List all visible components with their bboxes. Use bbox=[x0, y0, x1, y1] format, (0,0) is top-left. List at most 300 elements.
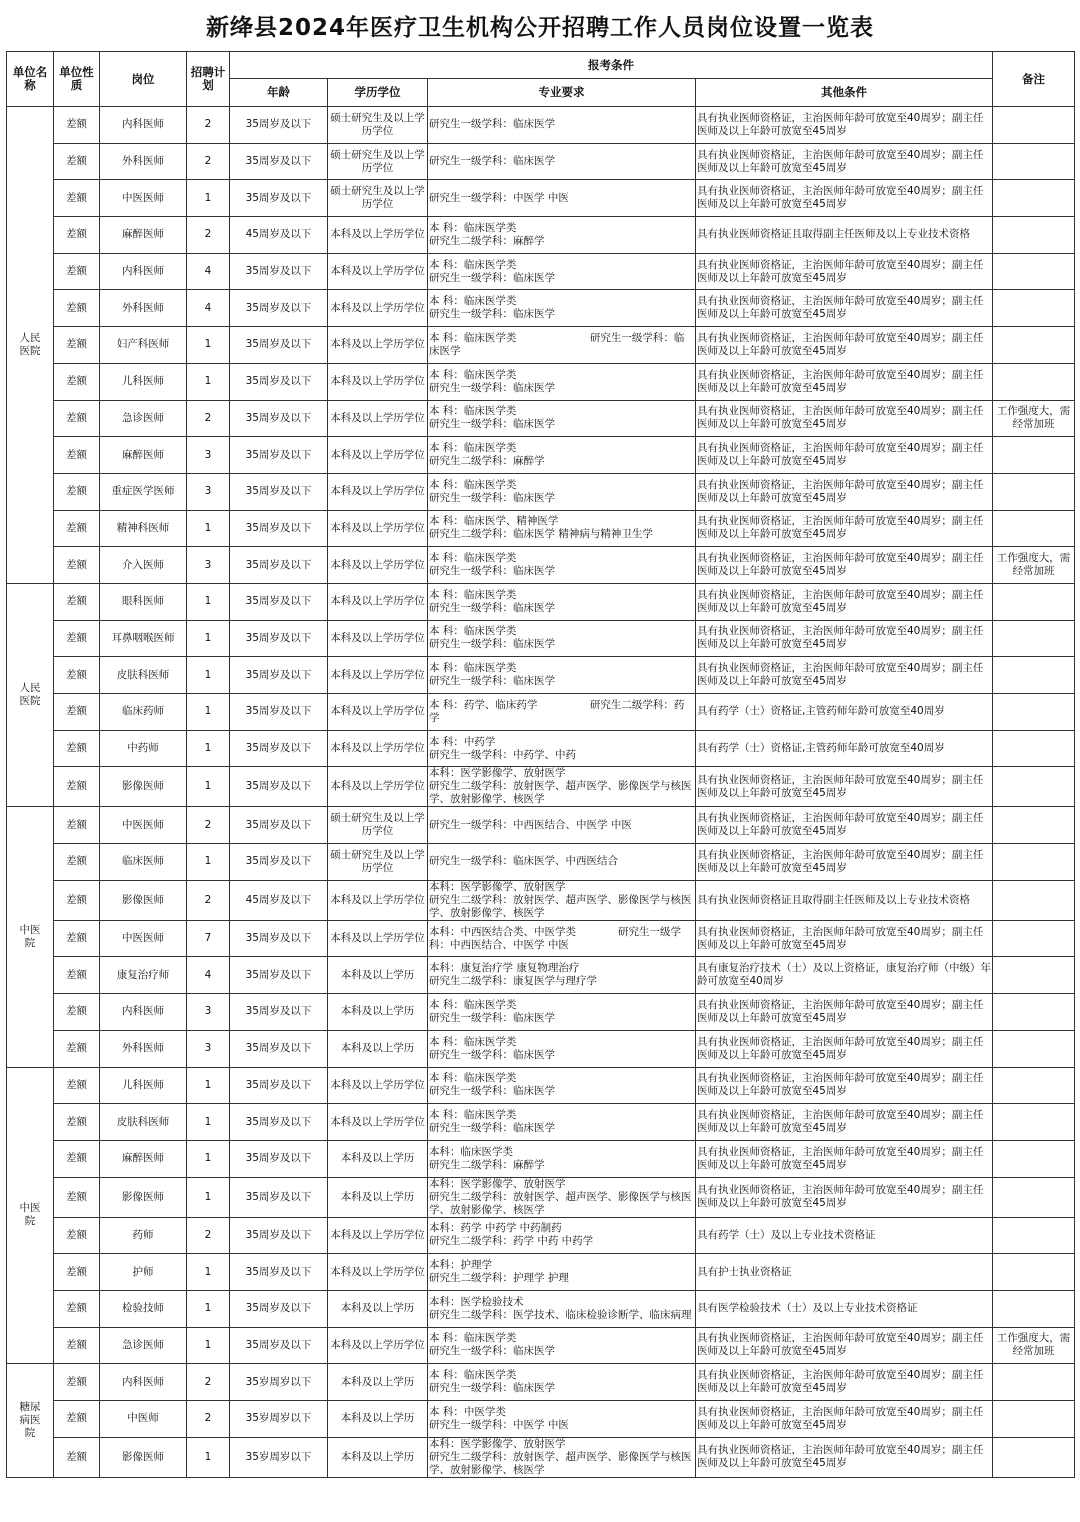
table-row bbox=[7, 1217, 1075, 1254]
unit-type-cell: 差额 bbox=[54, 730, 100, 767]
table-row bbox=[7, 1067, 1075, 1104]
table-row bbox=[7, 180, 1075, 217]
position-cell: 影像医师 bbox=[100, 1177, 187, 1217]
other-cell: 具有执业医师资格证，主治医师年龄可放宽至40周岁；副主任医师及以上年龄可放宽至45周岁 bbox=[696, 437, 993, 474]
other-cell: 具有执业医师资格证，主治医师年龄可放宽至40周岁；副主任医师及以上年龄可放宽至45周岁 bbox=[696, 620, 993, 657]
education-cell: 本科及以上学历 bbox=[328, 957, 428, 994]
unit-type-cell: 差额 bbox=[54, 657, 100, 694]
unit-type-cell: 差额 bbox=[54, 1140, 100, 1177]
position-cell: 影像医师 bbox=[100, 767, 187, 807]
major-cell: 本 科：临床医学类 研究生一级学科：临床医学 bbox=[428, 290, 696, 327]
major-cell: 本 科：临床医学类 研究生一级学科：临床医学 bbox=[428, 547, 696, 584]
plan-cell: 2 bbox=[187, 143, 230, 180]
major-cell: 本科：医学影像学、放射医学 研究生二级学科：放射医学、超声医学、影像医学与核医学、放射影像学、核医学 bbox=[428, 1177, 696, 1217]
note-cell bbox=[993, 880, 1075, 920]
major-cell: 本 科：临床医学类 研究生一级学科：临床医学 bbox=[428, 1364, 696, 1401]
table-row bbox=[7, 253, 1075, 290]
position-cell: 儿科医师 bbox=[100, 363, 187, 400]
plan-cell: 2 bbox=[187, 807, 230, 844]
education-cell: 硕士研究生及以上学历学位 bbox=[328, 143, 428, 180]
position-cell: 妇产科医师 bbox=[100, 327, 187, 364]
note-cell bbox=[993, 994, 1075, 1031]
position-cell: 内科医师 bbox=[100, 107, 187, 144]
education-cell: 本科及以上学历学位 bbox=[328, 1217, 428, 1254]
note-cell bbox=[993, 583, 1075, 620]
unit-type-cell: 差额 bbox=[54, 547, 100, 584]
position-cell: 中药师 bbox=[100, 730, 187, 767]
position-cell: 急诊医师 bbox=[100, 1327, 187, 1364]
table-row bbox=[7, 1437, 1075, 1477]
other-cell: 具有执业医师资格证，主治医师年龄可放宽至40周岁；副主任医师及以上年龄可放宽至45周岁 bbox=[696, 994, 993, 1031]
plan-cell: 1 bbox=[187, 844, 230, 881]
table-row bbox=[7, 400, 1075, 437]
note-cell bbox=[993, 1437, 1075, 1477]
major-cell: 本 科：临床医学类 研究生一级学科：临床医学 bbox=[428, 253, 696, 290]
education-cell: 硕士研究生及以上学历学位 bbox=[328, 107, 428, 144]
major-cell: 本科：医学影像学、放射医学 研究生二级学科：放射医学、超声医学、影像医学与核医学、放射影像学、核医学 bbox=[428, 767, 696, 807]
plan-cell: 1 bbox=[187, 1290, 230, 1327]
note-cell bbox=[993, 363, 1075, 400]
unit-name-cell bbox=[7, 583, 54, 806]
unit-type-cell: 差额 bbox=[54, 844, 100, 881]
major-cell: 本 科：临床医学类 研究生一级学科：临床医学 bbox=[428, 1067, 696, 1104]
note-cell bbox=[993, 957, 1075, 994]
position-cell: 眼科医师 bbox=[100, 583, 187, 620]
plan-cell: 1 bbox=[187, 1177, 230, 1217]
unit-type-cell: 差额 bbox=[54, 473, 100, 510]
note-cell bbox=[993, 107, 1075, 144]
unit-name-text: 中医院 bbox=[19, 1202, 41, 1228]
position-cell: 皮肤科医师 bbox=[100, 657, 187, 694]
note-cell bbox=[993, 730, 1075, 767]
note-cell bbox=[993, 1290, 1075, 1327]
age-cell: 35周岁及以下 bbox=[230, 583, 328, 620]
major-cell: 本 科：临床医学、精神医学 研究生二级学科：临床医学 精神病与精神卫生学 bbox=[428, 510, 696, 547]
note-cell bbox=[993, 620, 1075, 657]
education-cell: 本科及以上学历 bbox=[328, 994, 428, 1031]
education-cell: 本科及以上学历学位 bbox=[328, 620, 428, 657]
other-cell: 具有执业医师资格证，主治医师年龄可放宽至40周岁；副主任医师及以上年龄可放宽至45周岁 bbox=[696, 844, 993, 881]
plan-cell: 1 bbox=[187, 1067, 230, 1104]
major-cell: 本 科：临床医学类 研究生一级学科：临床医学 bbox=[428, 1030, 696, 1067]
plan-cell: 3 bbox=[187, 994, 230, 1031]
header-plan: 招聘计划 bbox=[187, 52, 230, 107]
other-cell: 具有执业医师资格证，主治医师年龄可放宽至40周岁；副主任医师及以上年龄可放宽至45周岁 bbox=[696, 1140, 993, 1177]
unit-name-text: 人民医院 bbox=[19, 331, 41, 357]
unit-type-cell: 差额 bbox=[54, 1327, 100, 1364]
other-cell: 具有药学（士）资格证,主管药师年龄可放宽至40周岁 bbox=[696, 694, 993, 731]
other-cell: 具有执业医师资格证，主治医师年龄可放宽至40周岁；副主任医师及以上年龄可放宽至45周岁 bbox=[696, 547, 993, 584]
age-cell: 45周岁及以下 bbox=[230, 217, 328, 254]
education-cell: 本科及以上学历学位 bbox=[328, 1254, 428, 1291]
education-cell: 本科及以上学历学位 bbox=[328, 767, 428, 807]
major-cell: 本科：医学影像学、放射医学 研究生二级学科：放射医学、超声医学、影像医学与核医学、放射影像学、核医学 bbox=[428, 880, 696, 920]
note-cell bbox=[993, 1364, 1075, 1401]
header-unit-type: 单位性质 bbox=[54, 52, 100, 107]
unit-type-cell: 差额 bbox=[54, 767, 100, 807]
table-row bbox=[7, 694, 1075, 731]
note-cell: 工作强度大，需经常加班 bbox=[993, 547, 1075, 584]
plan-cell: 3 bbox=[187, 437, 230, 474]
table-row bbox=[7, 437, 1075, 474]
note-cell bbox=[993, 327, 1075, 364]
unit-type-cell: 差额 bbox=[54, 994, 100, 1031]
note-cell bbox=[993, 1254, 1075, 1291]
education-cell: 本科及以上学历学位 bbox=[328, 1104, 428, 1141]
header-conditions: 报考条件 bbox=[230, 52, 993, 79]
note-cell bbox=[993, 767, 1075, 807]
note-cell bbox=[993, 253, 1075, 290]
unit-type-cell: 差额 bbox=[54, 1104, 100, 1141]
header-unit-name: 单位名称 bbox=[7, 52, 54, 107]
education-cell: 本科及以上学历 bbox=[328, 1401, 428, 1438]
major-cell: 研究生一级学科：临床医学、中西医结合 bbox=[428, 844, 696, 881]
plan-cell: 1 bbox=[187, 1254, 230, 1291]
education-cell: 本科及以上学历学位 bbox=[328, 730, 428, 767]
position-cell: 中医师 bbox=[100, 1401, 187, 1438]
table-row bbox=[7, 657, 1075, 694]
note-cell bbox=[993, 290, 1075, 327]
plan-cell: 1 bbox=[187, 510, 230, 547]
age-cell: 35岁周岁以下 bbox=[230, 1401, 328, 1438]
major-cell: 本 科：临床医学类 研究生一级学科：临床医学 bbox=[428, 473, 696, 510]
other-cell: 具有执业医师资格证，主治医师年龄可放宽至40周岁；副主任医师及以上年龄可放宽至45周岁 bbox=[696, 1364, 993, 1401]
major-cell: 本 科：临床医学类 研究生一级学科：临床医学 bbox=[428, 994, 696, 1031]
plan-cell: 3 bbox=[187, 547, 230, 584]
other-cell: 具有执业医师资格证，主治医师年龄可放宽至40周岁；副主任医师及以上年龄可放宽至45周岁 bbox=[696, 807, 993, 844]
table-row bbox=[7, 730, 1075, 767]
other-cell: 具有执业医师资格证，主治医师年龄可放宽至40周岁；副主任医师及以上年龄可放宽至45周岁 bbox=[696, 1327, 993, 1364]
unit-type-cell: 差额 bbox=[54, 1364, 100, 1401]
age-cell: 35周岁及以下 bbox=[230, 143, 328, 180]
unit-name-cell bbox=[7, 1067, 54, 1364]
age-cell: 35周岁及以下 bbox=[230, 1140, 328, 1177]
unit-type-cell: 差额 bbox=[54, 1437, 100, 1477]
table-row bbox=[7, 807, 1075, 844]
major-cell: 本 科：临床医学类 研究生二级学科：麻醉学 bbox=[428, 217, 696, 254]
table-row bbox=[7, 327, 1075, 364]
age-cell: 35周岁及以下 bbox=[230, 1030, 328, 1067]
education-cell: 本科及以上学历学位 bbox=[328, 253, 428, 290]
unit-type-cell: 差额 bbox=[54, 363, 100, 400]
table-row bbox=[7, 957, 1075, 994]
education-cell: 本科及以上学历学位 bbox=[328, 657, 428, 694]
table-row bbox=[7, 510, 1075, 547]
header-position: 岗位 bbox=[100, 52, 187, 107]
unit-type-cell: 差额 bbox=[54, 1177, 100, 1217]
major-cell: 本科：中西医结合类、中医学类 研究生一级学科：中西医结合、中医学 中医 bbox=[428, 920, 696, 957]
position-cell: 中医医师 bbox=[100, 807, 187, 844]
plan-cell: 1 bbox=[187, 657, 230, 694]
education-cell: 本科及以上学历学位 bbox=[328, 1327, 428, 1364]
position-cell: 检验技师 bbox=[100, 1290, 187, 1327]
age-cell: 35周岁及以下 bbox=[230, 253, 328, 290]
note-cell bbox=[993, 510, 1075, 547]
major-cell: 本科：康复治疗学 康复物理治疗 研究生二级学科：康复医学与理疗学 bbox=[428, 957, 696, 994]
unit-type-cell: 差额 bbox=[54, 807, 100, 844]
plan-cell: 1 bbox=[187, 1437, 230, 1477]
other-cell: 具有执业医师资格证，主治医师年龄可放宽至40周岁；副主任医师及以上年龄可放宽至45周岁 bbox=[696, 1030, 993, 1067]
table-row bbox=[7, 1364, 1075, 1401]
age-cell: 35周岁及以下 bbox=[230, 327, 328, 364]
note-cell: 工作强度大，需经常加班 bbox=[993, 400, 1075, 437]
major-cell: 本 科：药学、临床药学 研究生二级学科：药学 bbox=[428, 694, 696, 731]
position-cell: 麻醉医师 bbox=[100, 217, 187, 254]
unit-name-text: 糖尿病医院 bbox=[19, 1401, 41, 1439]
note-cell bbox=[993, 1140, 1075, 1177]
note-cell bbox=[993, 180, 1075, 217]
unit-type-cell: 差额 bbox=[54, 253, 100, 290]
header-age: 年龄 bbox=[230, 79, 328, 107]
plan-cell: 4 bbox=[187, 253, 230, 290]
position-cell: 临床药师 bbox=[100, 694, 187, 731]
plan-cell: 2 bbox=[187, 1364, 230, 1401]
unit-type-cell: 差额 bbox=[54, 694, 100, 731]
note-cell bbox=[993, 844, 1075, 881]
page-title: 新绛县2024年医疗卫生机构公开招聘工作人员岗位设置一览表 bbox=[205, 15, 874, 41]
education-cell: 本科及以上学历 bbox=[328, 1177, 428, 1217]
education-cell: 本科及以上学历学位 bbox=[328, 327, 428, 364]
header-other: 其他条件 bbox=[696, 79, 993, 107]
recruitment-table bbox=[6, 51, 1075, 1478]
position-cell: 介入医师 bbox=[100, 547, 187, 584]
age-cell: 35周岁及以下 bbox=[230, 1327, 328, 1364]
major-cell: 本科：护理学 研究生二级学科：护理学 护理 bbox=[428, 1254, 696, 1291]
unit-type-cell: 差额 bbox=[54, 1067, 100, 1104]
unit-name-text: 中医院 bbox=[19, 923, 41, 949]
age-cell: 35周岁及以下 bbox=[230, 473, 328, 510]
major-cell: 研究生一级学科：临床医学 bbox=[428, 107, 696, 144]
plan-cell: 2 bbox=[187, 400, 230, 437]
major-cell: 本 科：临床医学类 研究生一级学科：临床医学 bbox=[428, 1327, 696, 1364]
table-row bbox=[7, 1030, 1075, 1067]
position-cell: 内科医师 bbox=[100, 253, 187, 290]
plan-cell: 1 bbox=[187, 583, 230, 620]
table-row bbox=[7, 880, 1075, 920]
note-cell bbox=[993, 657, 1075, 694]
age-cell: 35周岁及以下 bbox=[230, 957, 328, 994]
major-cell: 研究生一级学科：中西医结合、中医学 中医 bbox=[428, 807, 696, 844]
other-cell: 具有执业医师资格证，主治医师年龄可放宽至40周岁；副主任医师及以上年龄可放宽至45周岁 bbox=[696, 143, 993, 180]
unit-type-cell: 差额 bbox=[54, 1401, 100, 1438]
unit-type-cell: 差额 bbox=[54, 180, 100, 217]
education-cell: 本科及以上学历学位 bbox=[328, 694, 428, 731]
major-cell: 本科：医学影像学、放射医学 研究生二级学科：放射医学、超声医学、影像医学与核医学、放射影像学、核医学 bbox=[428, 1437, 696, 1477]
unit-name-cell bbox=[7, 1364, 54, 1477]
position-cell: 中医医师 bbox=[100, 180, 187, 217]
note-cell bbox=[993, 1177, 1075, 1217]
table-row bbox=[7, 994, 1075, 1031]
other-cell: 具有执业医师资格证，主治医师年龄可放宽至40周岁；副主任医师及以上年龄可放宽至45周岁 bbox=[696, 1437, 993, 1477]
note-cell bbox=[993, 807, 1075, 844]
table-row bbox=[7, 143, 1075, 180]
note-cell bbox=[993, 1067, 1075, 1104]
education-cell: 本科及以上学历 bbox=[328, 1290, 428, 1327]
major-cell: 研究生一级学科：中医学 中医 bbox=[428, 180, 696, 217]
education-cell: 本科及以上学历 bbox=[328, 1364, 428, 1401]
note-cell bbox=[993, 1217, 1075, 1254]
major-cell: 本 科：临床医学类 研究生一级学科：临床医学 bbox=[428, 327, 696, 364]
other-cell: 具有护士执业资格证 bbox=[696, 1254, 993, 1291]
unit-type-cell: 差额 bbox=[54, 1254, 100, 1291]
note-cell bbox=[993, 920, 1075, 957]
position-cell: 内科医师 bbox=[100, 1364, 187, 1401]
plan-cell: 4 bbox=[187, 957, 230, 994]
age-cell: 35周岁及以下 bbox=[230, 290, 328, 327]
table-row bbox=[7, 1327, 1075, 1364]
age-cell: 35周岁及以下 bbox=[230, 1104, 328, 1141]
plan-cell: 1 bbox=[187, 767, 230, 807]
plan-cell: 1 bbox=[187, 1327, 230, 1364]
position-cell: 影像医师 bbox=[100, 880, 187, 920]
other-cell: 具有执业医师资格证，主治医师年龄可放宽至40周岁；副主任医师及以上年龄可放宽至45周岁 bbox=[696, 363, 993, 400]
other-cell: 具有医学检验技术（士）及以上专业技术资格证 bbox=[696, 1290, 993, 1327]
age-cell: 35周岁及以下 bbox=[230, 920, 328, 957]
age-cell: 35周岁及以下 bbox=[230, 1290, 328, 1327]
position-cell: 护师 bbox=[100, 1254, 187, 1291]
education-cell: 本科及以上学历学位 bbox=[328, 880, 428, 920]
note-cell bbox=[993, 217, 1075, 254]
unit-type-cell: 差额 bbox=[54, 583, 100, 620]
position-cell: 皮肤科医师 bbox=[100, 1104, 187, 1141]
note-cell bbox=[993, 143, 1075, 180]
table-row bbox=[7, 920, 1075, 957]
note-cell bbox=[993, 473, 1075, 510]
plan-cell: 2 bbox=[187, 1217, 230, 1254]
major-cell: 本科：临床医学类 研究生二级学科：麻醉学 bbox=[428, 1140, 696, 1177]
plan-cell: 2 bbox=[187, 1401, 230, 1438]
header-note: 备注 bbox=[993, 52, 1075, 107]
table-row bbox=[7, 217, 1075, 254]
other-cell: 具有执业医师资格证，主治医师年龄可放宽至40周岁；副主任医师及以上年龄可放宽至45周岁 bbox=[696, 767, 993, 807]
position-cell: 耳鼻咽喉医师 bbox=[100, 620, 187, 657]
other-cell: 具有执业医师资格证，主治医师年龄可放宽至40周岁；副主任医师及以上年龄可放宽至45周岁 bbox=[696, 290, 993, 327]
education-cell: 硕士研究生及以上学历学位 bbox=[328, 844, 428, 881]
note-cell bbox=[993, 694, 1075, 731]
major-cell: 本 科：中药学 研究生一级学科：中药学、中药 bbox=[428, 730, 696, 767]
position-cell: 临床医师 bbox=[100, 844, 187, 881]
unit-name-text: 人民医院 bbox=[19, 682, 41, 708]
table-row bbox=[7, 620, 1075, 657]
education-cell: 本科及以上学历学位 bbox=[328, 547, 428, 584]
header-major: 专业要求 bbox=[428, 79, 696, 107]
position-cell: 麻醉医师 bbox=[100, 437, 187, 474]
unit-type-cell: 差额 bbox=[54, 437, 100, 474]
note-cell bbox=[993, 437, 1075, 474]
unit-type-cell: 差额 bbox=[54, 290, 100, 327]
plan-cell: 7 bbox=[187, 920, 230, 957]
position-cell: 急诊医师 bbox=[100, 400, 187, 437]
unit-type-cell: 差额 bbox=[54, 510, 100, 547]
table-row bbox=[7, 547, 1075, 584]
position-cell: 儿科医师 bbox=[100, 1067, 187, 1104]
other-cell: 具有执业医师资格证，主治医师年龄可放宽至40周岁；副主任医师及以上年龄可放宽至45周岁 bbox=[696, 1177, 993, 1217]
plan-cell: 1 bbox=[187, 620, 230, 657]
unit-type-cell: 差额 bbox=[54, 620, 100, 657]
education-cell: 本科及以上学历学位 bbox=[328, 363, 428, 400]
other-cell: 具有药学（士）及以上专业技术资格证 bbox=[696, 1217, 993, 1254]
table-row bbox=[7, 473, 1075, 510]
other-cell: 具有药学（士）资格证,主管药师年龄可放宽至40周岁 bbox=[696, 730, 993, 767]
table-row bbox=[7, 363, 1075, 400]
position-cell: 外科医师 bbox=[100, 143, 187, 180]
other-cell: 具有执业医师资格证，主治医师年龄可放宽至40周岁；副主任医师及以上年龄可放宽至45周岁 bbox=[696, 1067, 993, 1104]
age-cell: 35岁周岁以下 bbox=[230, 1437, 328, 1477]
other-cell: 具有执业医师资格证且取得副主任医师及以上专业技术资格 bbox=[696, 217, 993, 254]
other-cell: 具有执业医师资格证且取得副主任医师及以上专业技术资格 bbox=[696, 880, 993, 920]
table-row bbox=[7, 1290, 1075, 1327]
age-cell: 35周岁及以下 bbox=[230, 437, 328, 474]
position-cell: 中医医师 bbox=[100, 920, 187, 957]
note-cell: 工作强度大，需经常加班 bbox=[993, 1327, 1075, 1364]
major-cell: 本 科：临床医学类 研究生一级学科：临床医学 bbox=[428, 620, 696, 657]
plan-cell: 1 bbox=[187, 327, 230, 364]
education-cell: 本科及以上学历学位 bbox=[328, 217, 428, 254]
plan-cell: 1 bbox=[187, 1140, 230, 1177]
unit-type-cell: 差额 bbox=[54, 107, 100, 144]
table-row bbox=[7, 290, 1075, 327]
other-cell: 具有执业医师资格证，主治医师年龄可放宽至40周岁；副主任医师及以上年龄可放宽至45周岁 bbox=[696, 1104, 993, 1141]
table-body bbox=[7, 107, 1075, 1478]
plan-cell: 1 bbox=[187, 180, 230, 217]
table-row bbox=[7, 1177, 1075, 1217]
age-cell: 35周岁及以下 bbox=[230, 994, 328, 1031]
other-cell: 具有执业医师资格证，主治医师年龄可放宽至40周岁；副主任医师及以上年龄可放宽至45周岁 bbox=[696, 180, 993, 217]
education-cell: 本科及以上学历学位 bbox=[328, 437, 428, 474]
age-cell: 35周岁及以下 bbox=[230, 510, 328, 547]
major-cell: 本科：药学 中药学 中药制药 研究生二级学科：药学 中药 中药学 bbox=[428, 1217, 696, 1254]
education-cell: 本科及以上学历学位 bbox=[328, 400, 428, 437]
header-education: 学历学位 bbox=[328, 79, 428, 107]
plan-cell: 1 bbox=[187, 1104, 230, 1141]
major-cell: 本 科：临床医学类 研究生一级学科：临床医学 bbox=[428, 1104, 696, 1141]
position-cell: 康复治疗师 bbox=[100, 957, 187, 994]
age-cell: 35周岁及以下 bbox=[230, 767, 328, 807]
education-cell: 本科及以上学历学位 bbox=[328, 290, 428, 327]
other-cell: 具有执业医师资格证，主治医师年龄可放宽至40周岁；副主任医师及以上年龄可放宽至45周岁 bbox=[696, 253, 993, 290]
position-cell: 内科医师 bbox=[100, 994, 187, 1031]
age-cell: 35周岁及以下 bbox=[230, 1217, 328, 1254]
plan-cell: 4 bbox=[187, 290, 230, 327]
plan-cell: 3 bbox=[187, 1030, 230, 1067]
other-cell: 具有执业医师资格证，主治医师年龄可放宽至40周岁；副主任医师及以上年龄可放宽至45周岁 bbox=[696, 510, 993, 547]
major-cell: 本 科：临床医学类 研究生一级学科：临床医学 bbox=[428, 583, 696, 620]
table-row bbox=[7, 767, 1075, 807]
table-row bbox=[7, 107, 1075, 144]
plan-cell: 1 bbox=[187, 730, 230, 767]
unit-type-cell: 差额 bbox=[54, 143, 100, 180]
education-cell: 本科及以上学历 bbox=[328, 1030, 428, 1067]
position-cell: 药师 bbox=[100, 1217, 187, 1254]
position-cell: 外科医师 bbox=[100, 1030, 187, 1067]
major-cell: 本 科：临床医学类 研究生一级学科：临床医学 bbox=[428, 657, 696, 694]
other-cell: 具有执业医师资格证，主治医师年龄可放宽至40周岁；副主任医师及以上年龄可放宽至45周岁 bbox=[696, 583, 993, 620]
table-row bbox=[7, 1401, 1075, 1438]
position-cell: 精神科医师 bbox=[100, 510, 187, 547]
unit-name-cell bbox=[7, 807, 54, 1067]
other-cell: 具有康复治疗技术（士）及以上资格证，康复治疗师（中级）年龄可放宽至40周岁 bbox=[696, 957, 993, 994]
education-cell: 硕士研究生及以上学历学位 bbox=[328, 807, 428, 844]
plan-cell: 3 bbox=[187, 473, 230, 510]
unit-type-cell: 差额 bbox=[54, 1290, 100, 1327]
position-cell: 外科医师 bbox=[100, 290, 187, 327]
age-cell: 35周岁及以下 bbox=[230, 1177, 328, 1217]
table-row bbox=[7, 1104, 1075, 1141]
age-cell: 35周岁及以下 bbox=[230, 1067, 328, 1104]
age-cell: 35周岁及以下 bbox=[230, 107, 328, 144]
table-row bbox=[7, 1140, 1075, 1177]
unit-type-cell: 差额 bbox=[54, 400, 100, 437]
